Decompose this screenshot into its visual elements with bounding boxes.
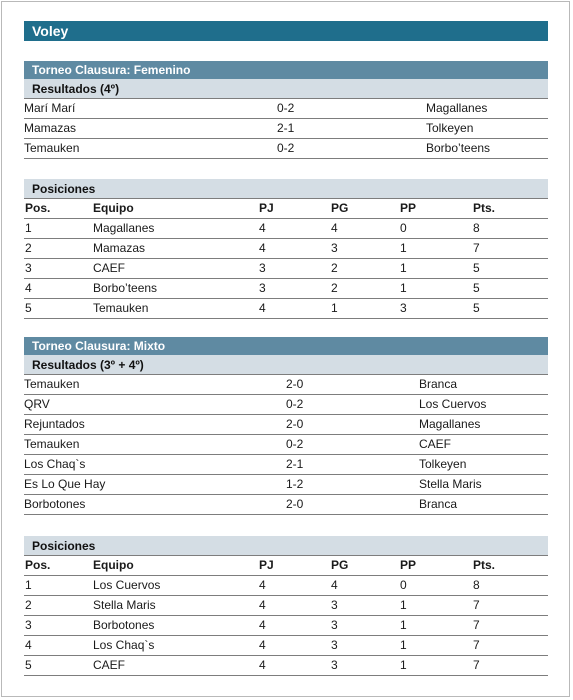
col-pp: PP <box>400 558 417 572</box>
table-row <box>24 219 548 239</box>
cell-pg: 4 <box>331 221 338 235</box>
result-row <box>24 475 548 495</box>
away-team: Tolkeyen <box>426 121 474 135</box>
cell-pp: 1 <box>400 658 407 672</box>
cell-pg: 3 <box>331 241 338 255</box>
cell-pj: 4 <box>259 301 266 315</box>
cell-pts: 5 <box>473 261 480 275</box>
result-row <box>24 375 548 395</box>
cell-pos: 1 <box>25 578 32 592</box>
score: 2-1 <box>286 457 304 471</box>
results-title-mixto: Resultados (3º + 4º) <box>24 355 548 375</box>
away-team: Borbo’teens <box>426 141 491 155</box>
col-pp: PP <box>400 201 417 215</box>
cell-pts: 7 <box>473 638 480 652</box>
col-pts: Pts. <box>473 558 496 572</box>
col-pj: PJ <box>259 201 274 215</box>
cell-equipo: Borbotones <box>93 618 155 632</box>
score: 2-0 <box>286 417 304 431</box>
result-row <box>24 455 548 475</box>
col-pg: PG <box>331 201 349 215</box>
cell-pp: 0 <box>400 578 407 592</box>
page-title: Voley <box>24 21 548 41</box>
cell-pts: 5 <box>473 301 480 315</box>
cell-equipo: Los Chaq`s <box>93 638 155 652</box>
cell-equipo: Mamazas <box>93 241 146 255</box>
results-title-femenino: Resultados (4º) <box>24 79 548 99</box>
cell-pos: 3 <box>25 261 32 275</box>
standings-header <box>24 556 548 576</box>
result-row <box>24 139 548 159</box>
cell-pts: 7 <box>473 241 480 255</box>
cell-pg: 2 <box>331 281 338 295</box>
away-team: CAEF <box>419 437 452 451</box>
away-team: Magallanes <box>426 101 488 115</box>
cell-pg: 1 <box>331 301 338 315</box>
table-row <box>24 279 548 299</box>
col-pos: Pos. <box>25 201 51 215</box>
result-row <box>24 99 548 119</box>
standings-header <box>24 199 548 219</box>
cell-pg: 2 <box>331 261 338 275</box>
standings-title-mixto: Posiciones <box>24 536 548 556</box>
cell-pp: 1 <box>400 598 407 612</box>
away-team: Branca <box>419 497 458 511</box>
cell-pos: 5 <box>25 658 32 672</box>
table-row <box>24 299 548 319</box>
result-row <box>24 395 548 415</box>
cell-pp: 1 <box>400 281 407 295</box>
away-team: Stella Maris <box>419 477 482 491</box>
score: 0-2 <box>286 397 304 411</box>
cell-pos: 4 <box>25 281 32 295</box>
col-pos: Pos. <box>25 558 51 572</box>
cell-pts: 5 <box>473 281 480 295</box>
home-team: QRV <box>24 397 50 411</box>
cell-pg: 3 <box>331 618 338 632</box>
col-pts: Pts. <box>473 201 496 215</box>
result-row <box>24 119 548 139</box>
result-row <box>24 435 548 455</box>
cell-pj: 4 <box>259 618 266 632</box>
home-team: Los Chaq`s <box>24 457 86 471</box>
table-row <box>24 576 548 596</box>
cell-pj: 4 <box>259 578 266 592</box>
cell-pos: 4 <box>25 638 32 652</box>
table-row <box>24 656 548 676</box>
cell-equipo: Stella Maris <box>93 598 156 612</box>
cell-equipo: CAEF <box>93 658 126 672</box>
home-team: Rejuntados <box>24 417 85 431</box>
home-team: Temauken <box>24 141 80 155</box>
cell-pts: 7 <box>473 658 480 672</box>
away-team: Los Cuervos <box>419 397 487 411</box>
table-row <box>24 239 548 259</box>
score: 0-2 <box>277 101 295 115</box>
cell-pp: 1 <box>400 638 407 652</box>
cell-pp: 0 <box>400 221 407 235</box>
col-pg: PG <box>331 558 349 572</box>
cell-pos: 5 <box>25 301 32 315</box>
result-row <box>24 495 548 515</box>
cell-pts: 8 <box>473 221 480 235</box>
home-team: Borbotones <box>24 497 86 511</box>
table-row <box>24 636 548 656</box>
away-team: Tolkeyen <box>419 457 467 471</box>
section-title-mixto: Torneo Clausura: Mixto <box>24 337 548 355</box>
standings-title-femenino: Posiciones <box>24 179 548 199</box>
cell-pg: 3 <box>331 598 338 612</box>
score: 1-2 <box>286 477 304 491</box>
cell-equipo: CAEF <box>93 261 126 275</box>
cell-pts: 8 <box>473 578 480 592</box>
cell-equipo: Los Cuervos <box>93 578 161 592</box>
cell-pj: 4 <box>259 241 266 255</box>
col-equipo: Equipo <box>93 558 134 572</box>
cell-pj: 4 <box>259 658 266 672</box>
cell-equipo: Temauken <box>93 301 149 315</box>
cell-pos: 1 <box>25 221 32 235</box>
table-row <box>24 616 548 636</box>
score: 2-0 <box>286 497 304 511</box>
voley-panel <box>24 21 548 676</box>
away-team: Magallanes <box>419 417 481 431</box>
home-team: Temauken <box>24 377 80 391</box>
cell-equipo: Magallanes <box>93 221 155 235</box>
score: 2-1 <box>277 121 295 135</box>
cell-pts: 7 <box>473 598 480 612</box>
away-team: Branca <box>419 377 458 391</box>
cell-pp: 1 <box>400 261 407 275</box>
score: 0-2 <box>277 141 295 155</box>
score: 2-0 <box>286 377 304 391</box>
cell-pos: 3 <box>25 618 32 632</box>
cell-pj: 4 <box>259 221 266 235</box>
home-team: Mamazas <box>24 121 77 135</box>
home-team: Es Lo Que Hay <box>24 477 106 491</box>
cell-pp: 1 <box>400 241 407 255</box>
cell-pg: 4 <box>331 578 338 592</box>
cell-pg: 3 <box>331 658 338 672</box>
cell-pos: 2 <box>25 598 32 612</box>
cell-pp: 1 <box>400 618 407 632</box>
cell-pj: 3 <box>259 281 266 295</box>
score: 0-2 <box>286 437 304 451</box>
home-team: Temauken <box>24 437 80 451</box>
col-pj: PJ <box>259 558 274 572</box>
col-equipo: Equipo <box>93 201 134 215</box>
cell-pj: 4 <box>259 598 266 612</box>
cell-pj: 3 <box>259 261 266 275</box>
cell-pos: 2 <box>25 241 32 255</box>
section-title-femenino: Torneo Clausura: Femenino <box>24 61 548 79</box>
table-row <box>24 259 548 279</box>
home-team: Marí Marí <box>24 101 76 115</box>
cell-pg: 3 <box>331 638 338 652</box>
result-row <box>24 415 548 435</box>
cell-equipo: Borbo’teens <box>93 281 158 295</box>
cell-pp: 3 <box>400 301 407 315</box>
cell-pj: 4 <box>259 638 266 652</box>
table-row <box>24 596 548 616</box>
cell-pts: 7 <box>473 618 480 632</box>
